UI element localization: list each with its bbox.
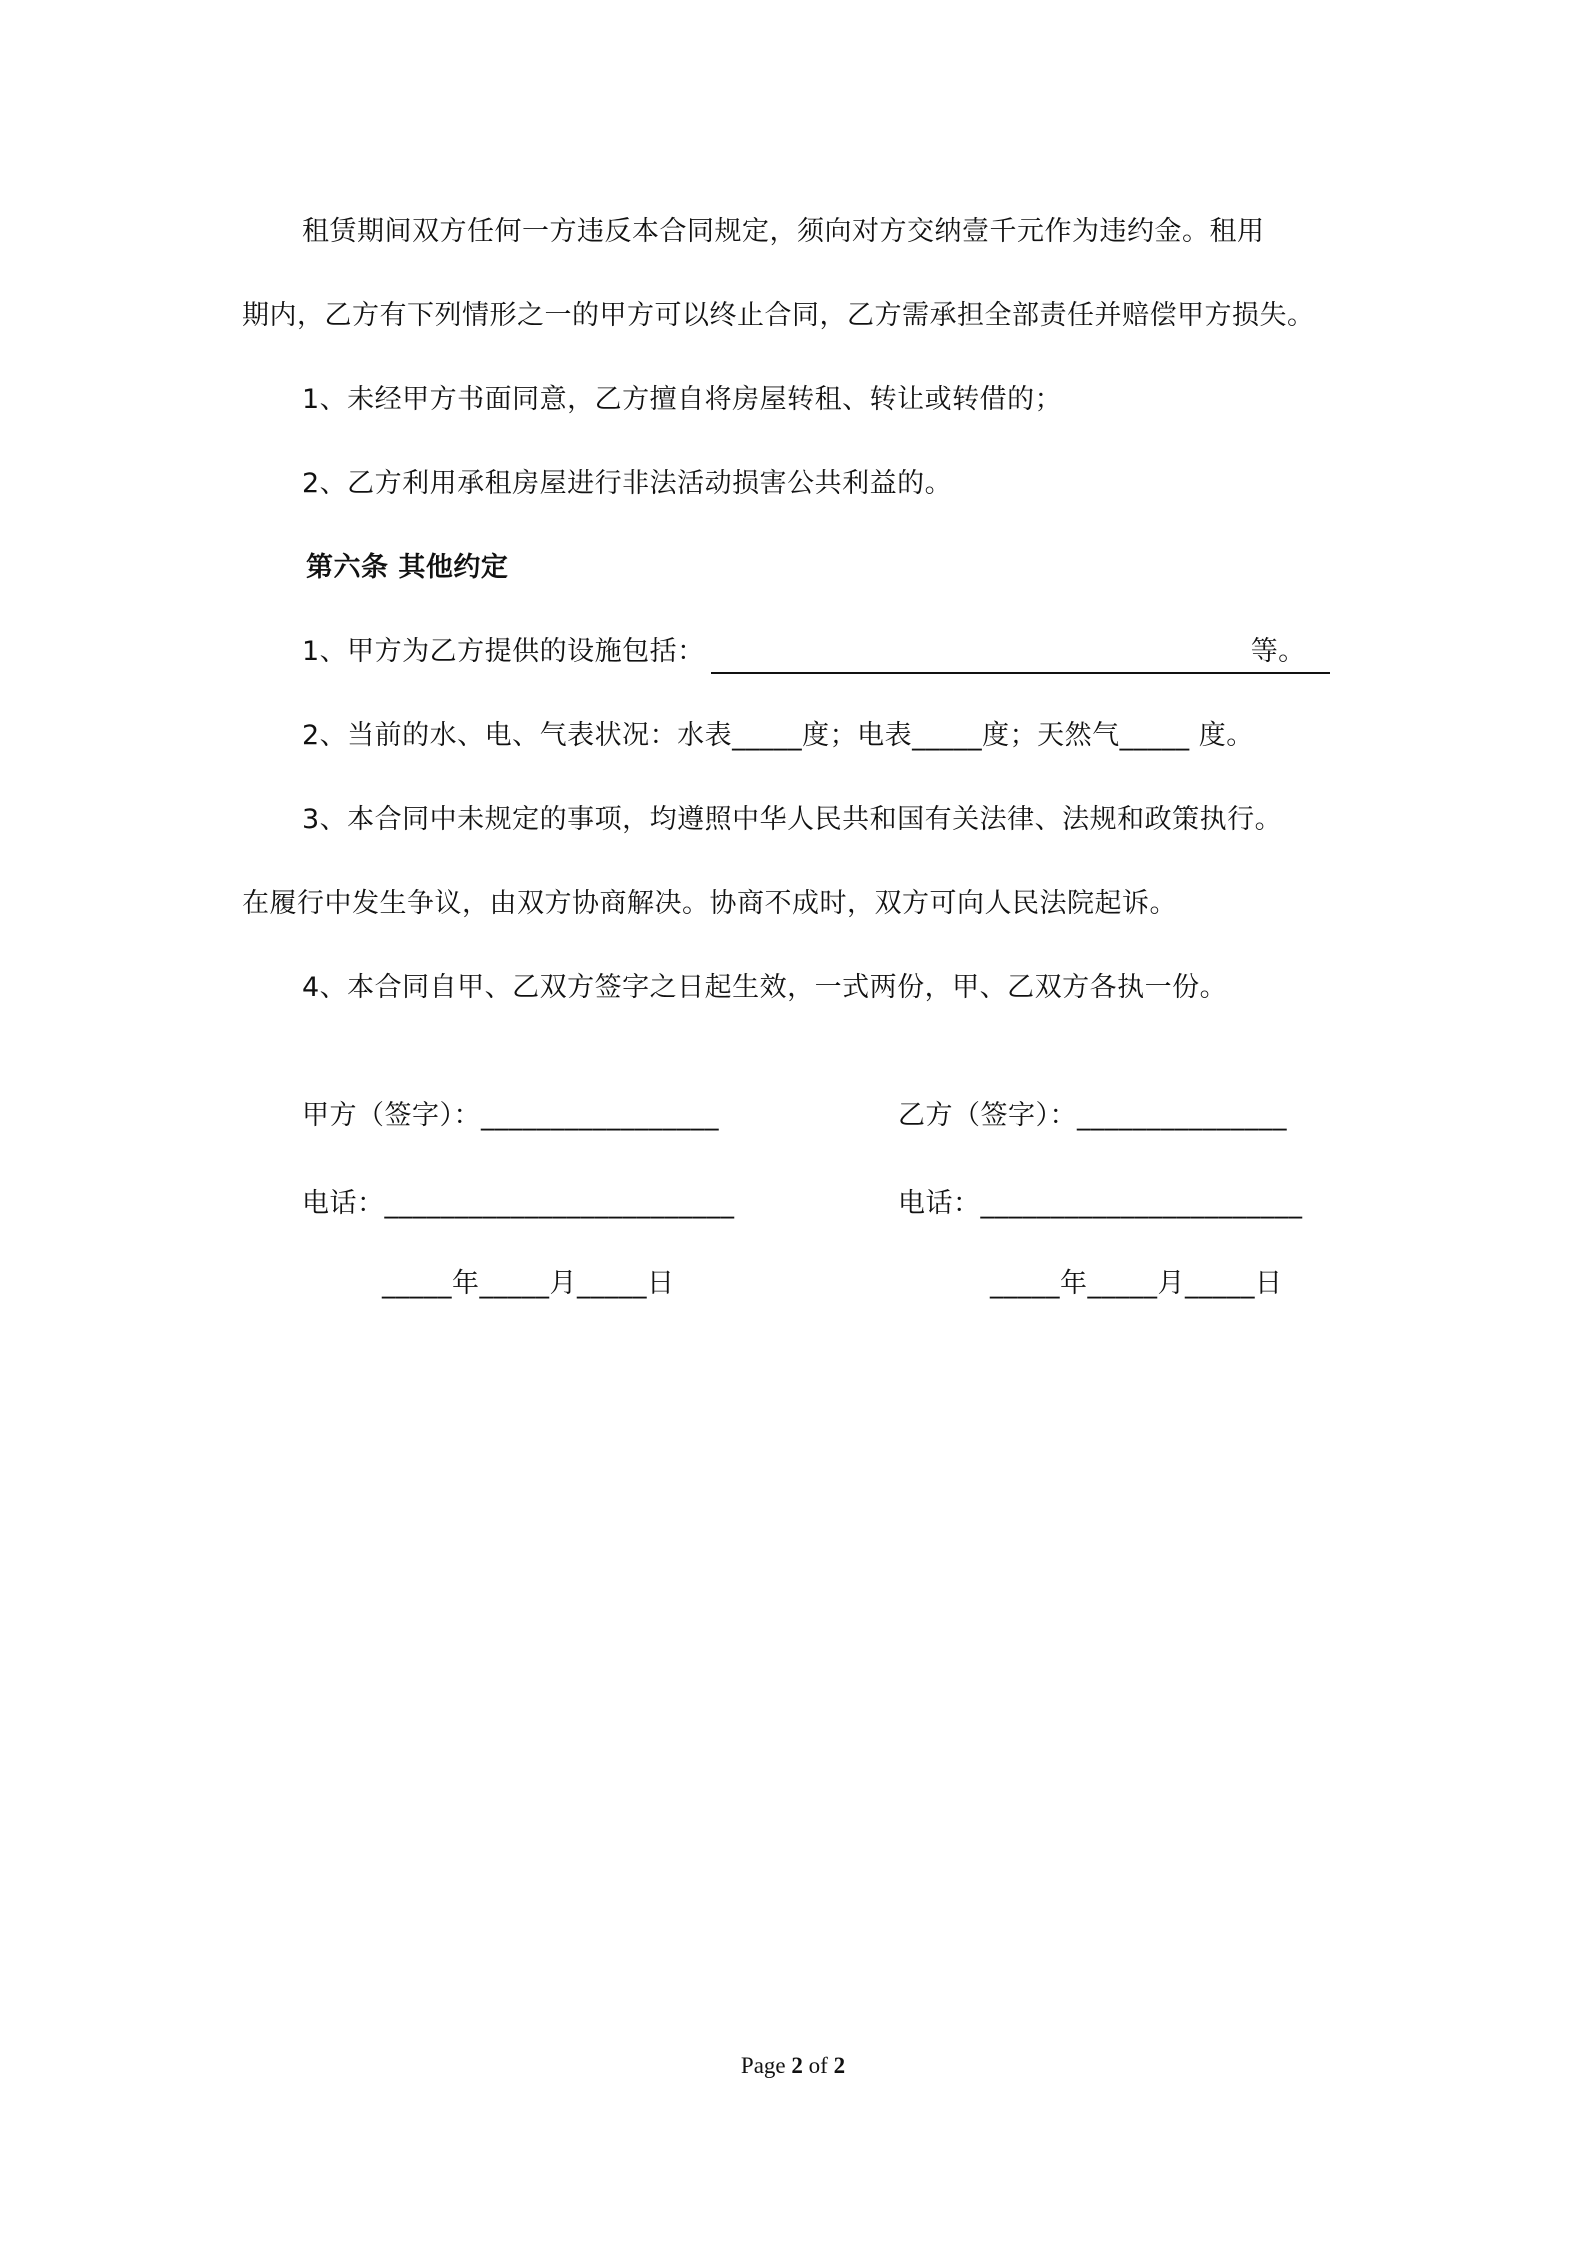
facilities-blank-line bbox=[711, 634, 1251, 674]
paragraph-penalty-line-1: 租赁期间双方任何一方违反本合同规定，须向对方交纳壹千元作为违约金。租用 bbox=[302, 216, 1265, 247]
termination-item-2: 2、乙方利用承租房屋进行非法活动损害公共利益的。 bbox=[302, 468, 953, 499]
section-6-heading: 第六条 其他约定 bbox=[306, 552, 509, 583]
page-footer bbox=[0, 2050, 1586, 2082]
footer-page-word: Page bbox=[740, 2053, 786, 2078]
section-6-item-4: 4、本合同自甲、乙双方签字之日起生效，一式两份，甲、乙双方各执一份。 bbox=[302, 972, 1228, 1003]
footer-total-pages: 2 bbox=[833, 2053, 846, 2078]
section-6-item-3-line-2: 在履行中发生争议，由双方协商解决。协商不成时，双方可向人民法院起诉。 bbox=[242, 888, 1177, 919]
party-b-phone: 电话：_______________________ bbox=[898, 1188, 1303, 1219]
party-a-phone: 电话：_________________________ bbox=[302, 1188, 735, 1219]
party-b-date: _____年_____月_____日 bbox=[990, 1268, 1283, 1299]
party-a-signature: 甲方（签字）：_________________ bbox=[302, 1100, 719, 1131]
termination-item-1: 1、未经甲方书面同意，乙方擅自将房屋转租、转让或转借的； bbox=[302, 384, 1063, 415]
paragraph-penalty-line-2: 期内，乙方有下列情形之一的甲方可以终止合同，乙方需承担全部责任并赔偿甲方损失。 bbox=[242, 300, 1315, 331]
facilities-suffix: 等。 bbox=[1251, 632, 1330, 674]
section-6-item-3-line-1: 3、本合同中未规定的事项，均遵照中华人民共和国有关法律、法规和政策执行。 bbox=[302, 804, 1283, 835]
section-6-item-2-meter-readings: 2、当前的水、电、气表状况：水表_____度；电表_____度；天然气_____ 度。 bbox=[302, 720, 1254, 751]
party-a-date: _____年_____月_____日 bbox=[382, 1268, 675, 1299]
facilities-label: 1、甲方为乙方提供的设施包括： bbox=[302, 636, 705, 667]
footer-of-word: of bbox=[808, 2053, 828, 2078]
section-6-item-1 bbox=[302, 632, 1330, 674]
party-b-signature: 乙方（签字）：_______________ bbox=[898, 1100, 1287, 1131]
footer-current-page: 2 bbox=[791, 2053, 803, 2078]
